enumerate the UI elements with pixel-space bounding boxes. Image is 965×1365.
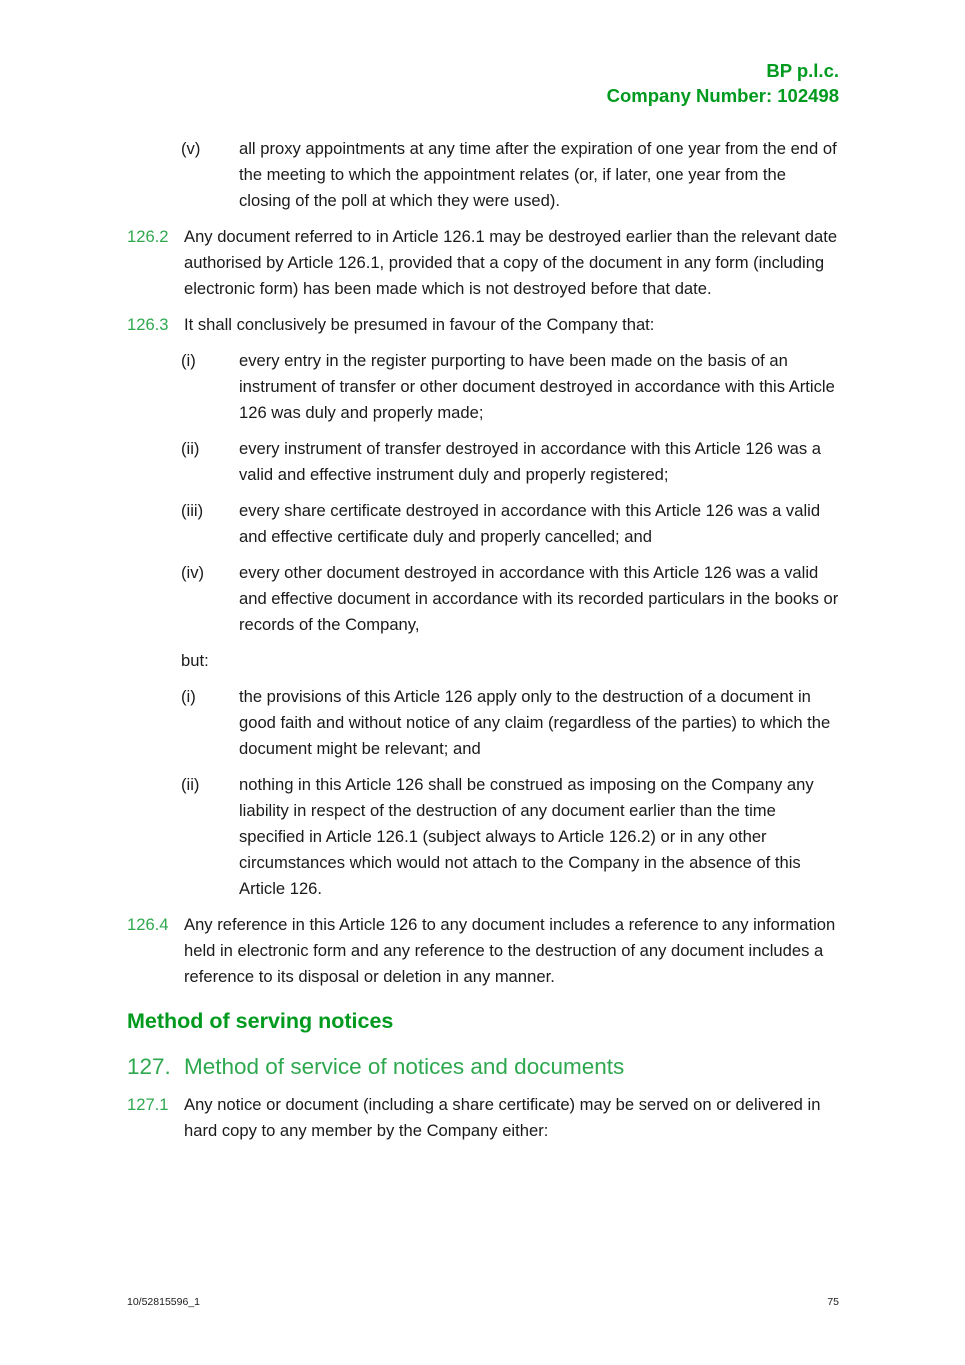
article-title: Method of service of notices and documents [184,1054,625,1079]
page-number: 75 [827,1296,839,1308]
list-item-text: every instrument of transfer destroyed in accordance with this Article 126 was a valid and effective instrument duly and properly registered; [239,439,821,484]
document-reference: 10/52815596_1 [127,1296,200,1308]
list-item [181,560,839,638]
clause-text: It shall conclusively be presumed in favour of the Company that: [184,315,655,334]
list-item-text: the provisions of this Article 126 apply only to the destruction of a document in good faith and without notice of any claim (regardless of the parties) to which the document might be relevant; and [239,687,831,758]
but-connector: but: [181,651,209,670]
clause-number: 127.1 [127,1095,169,1114]
list-item [181,498,839,550]
document-body [127,136,839,1154]
clause-126-4 [127,912,839,990]
list-item-label: (v) [181,139,201,158]
list-item-text: every entry in the register purporting to have been made on the basis of an instrument of transfer or other document destroyed in accordance with this Article 126 was duly and properly made; [239,351,835,422]
section-heading: Method of serving notices [127,1009,394,1033]
company-name: BP p.l.c. [766,60,839,81]
company-number: Company Number: 102498 [606,85,839,106]
page-header [607,58,839,108]
list-item-text: every other document destroyed in accordance with this Article 126 was a valid and effective document in accordance with its recorded particulars in the books or records of the Company, [239,563,839,634]
clause-text: Any notice or document (including a share certificate) may be served on or delivered in hard copy to any member by the Company either: [184,1095,821,1140]
list-item-label: (iii) [181,501,204,520]
list-item-label: (iv) [181,563,205,582]
list-item-text: nothing in this Article 126 shall be construed as imposing on the Company any liability in respect of the destruction of any document earlier than the time specified in Article 126.1 (subject always to Article 126.2) or in any other circumstances which would not attach to the Company in the absence of this Article 126. [239,775,814,898]
clause-number: 126.2 [127,227,169,246]
clause-126-2 [127,224,839,302]
list-item [181,348,839,426]
list-item-label: (i) [181,351,196,370]
list-item [181,136,839,214]
clause-number: 126.3 [127,315,169,334]
article-heading [127,1052,839,1082]
list-item [181,436,839,488]
list-item-text: all proxy appointments at any time after the expiration of one year from the end of the meeting to which the appointment relates (or, if later, one year from the closing of the poll at which they were used). [239,139,837,210]
article-number: 127. [127,1054,171,1079]
clause-126-3 [127,312,839,338]
list-item-label: (ii) [181,439,200,458]
list-item [181,684,839,762]
list-item [181,772,839,902]
list-item-label: (i) [181,687,196,706]
list-item-label: (ii) [181,775,200,794]
clause-number: 126.4 [127,915,169,934]
clause-text: Any reference in this Article 126 to any document includes a reference to any information held in electronic form and any reference to the destruction of any document includes a reference to its disposal or deletion in any manner. [184,915,836,986]
clause-text: Any document referred to in Article 126.1 may be destroyed earlier than the relevant date authorised by Article 126.1, provided that a copy of the document in any form (including electronic form) has been made which is not destroyed before that date. [184,227,838,298]
list-item-text: every share certificate destroyed in accordance with this Article 126 was a valid and effective certificate duly and properly cancelled; and [239,501,821,546]
clause-127-1 [127,1092,839,1144]
